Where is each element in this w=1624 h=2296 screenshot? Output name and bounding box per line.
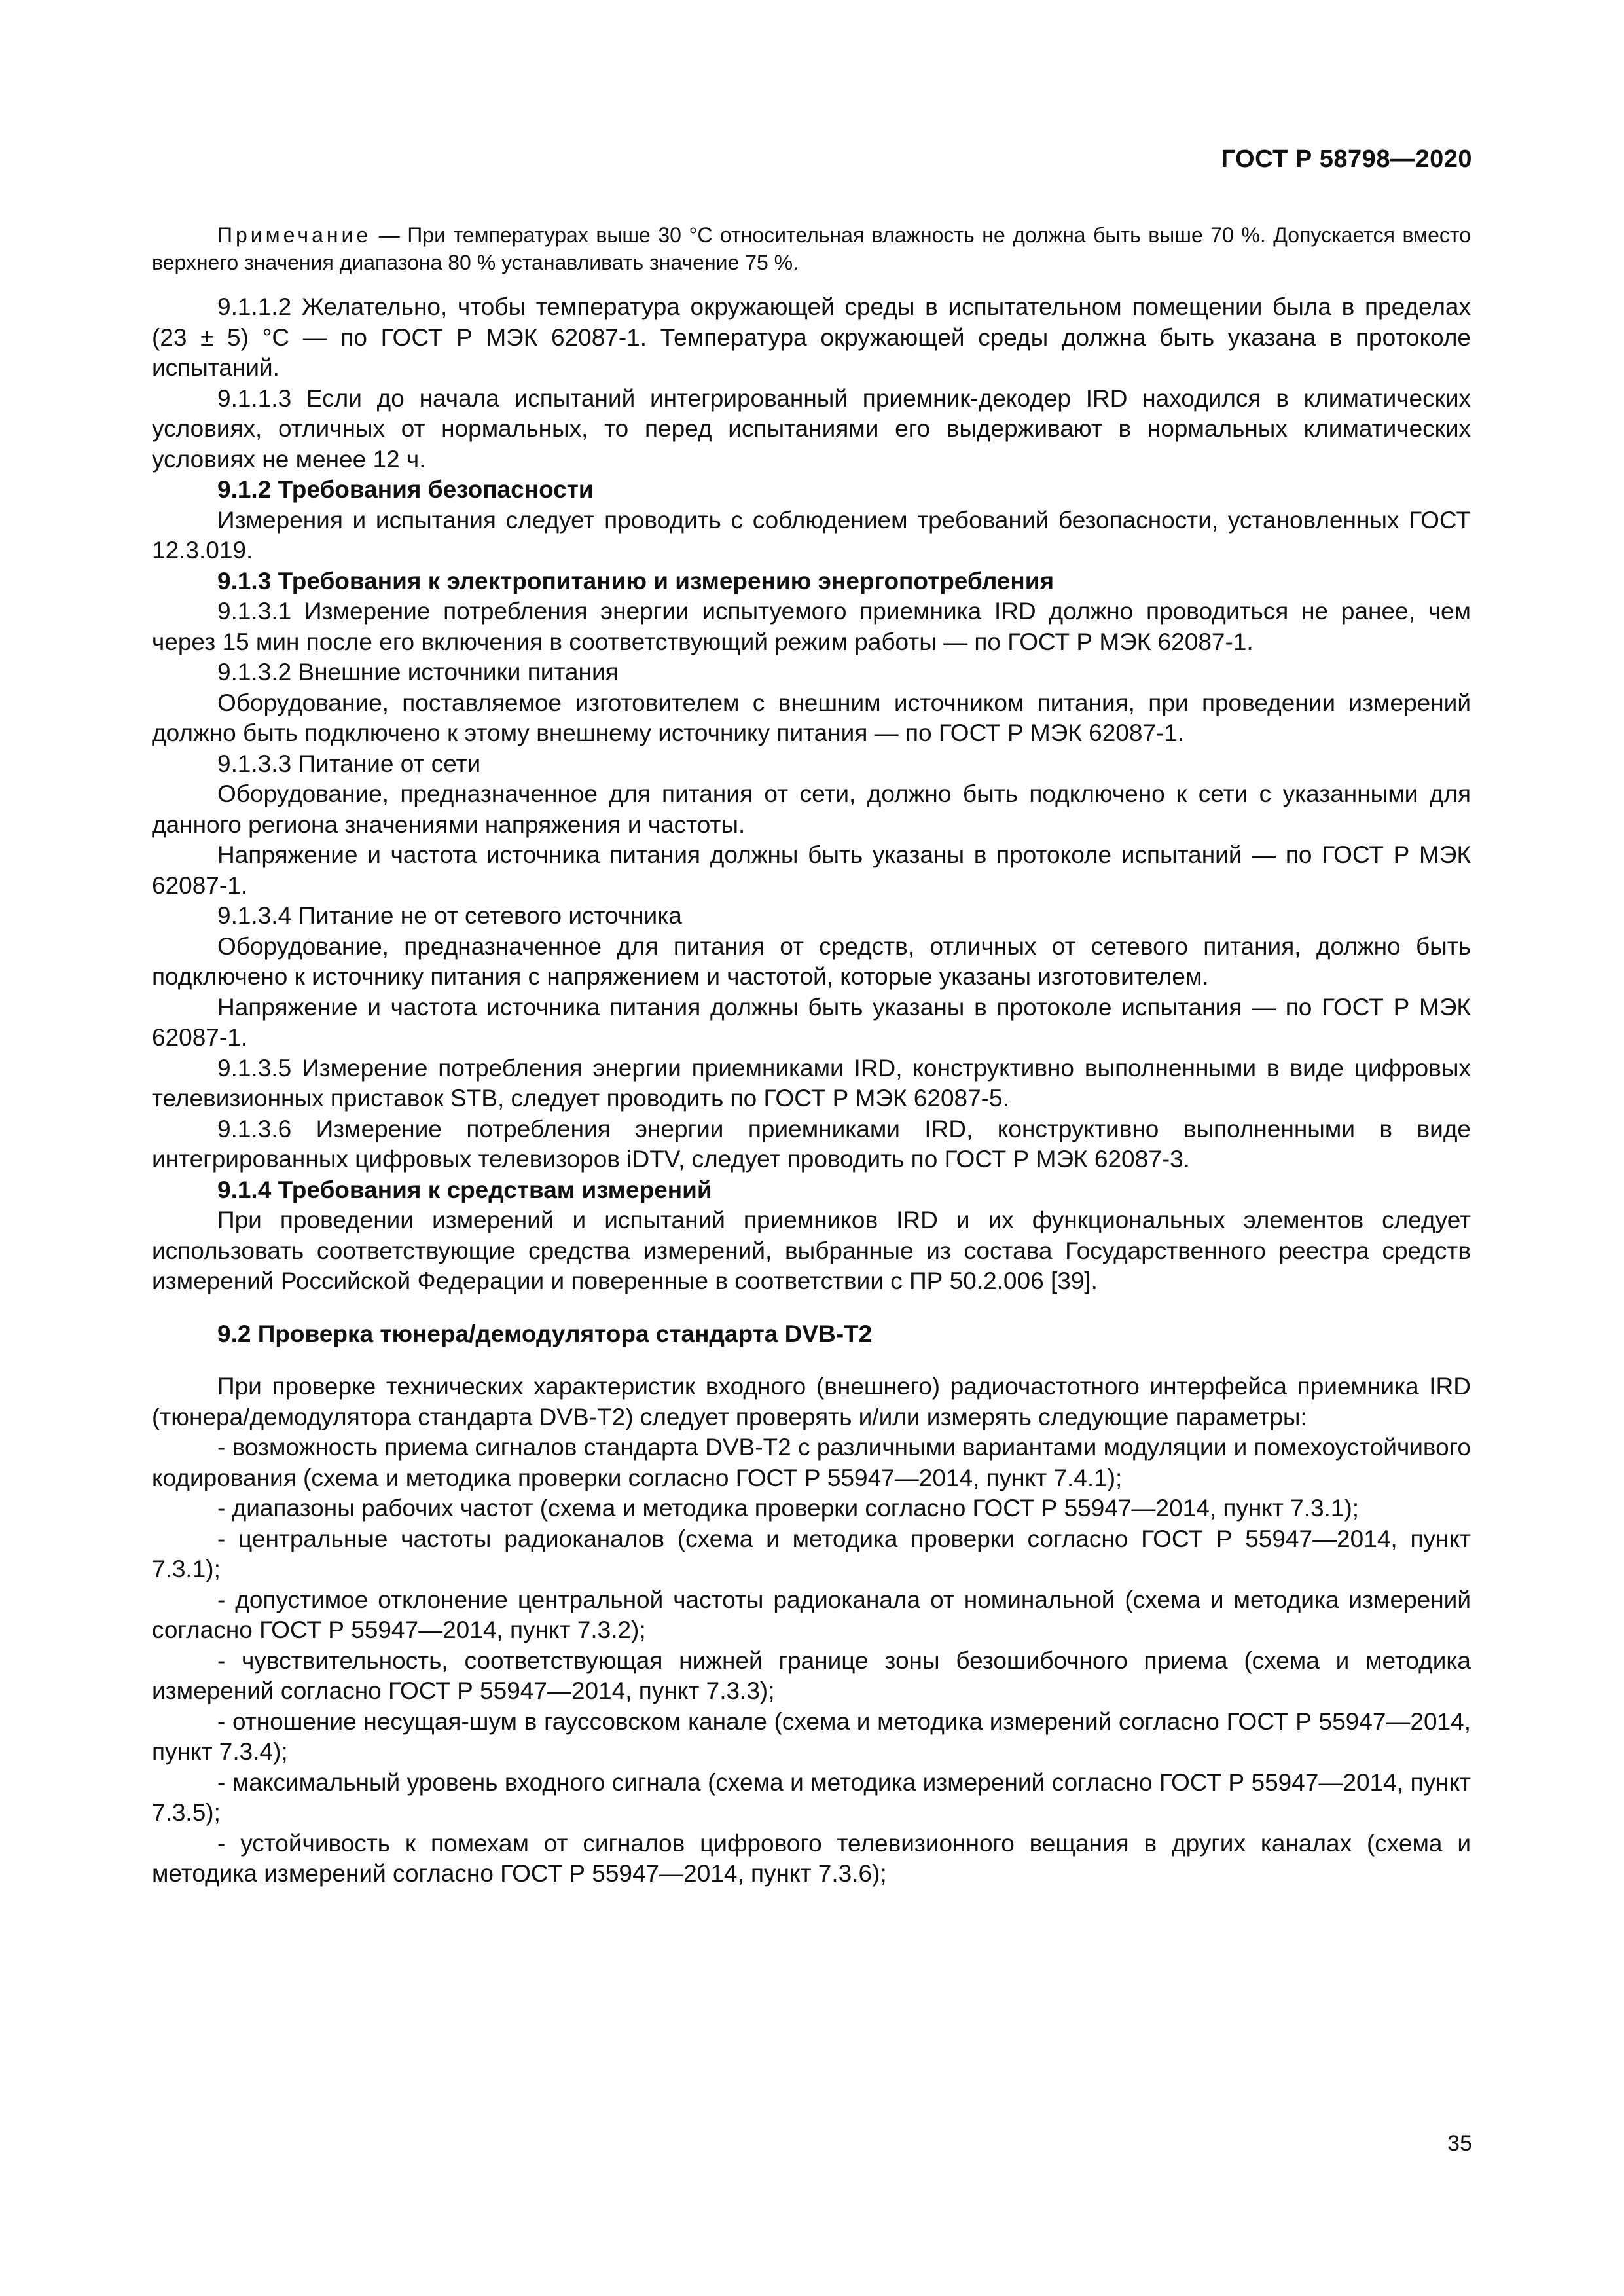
paragraph-9-1-4-text: При проведении измерений и испытаний приемников IRD и их функциональных элементов следует использовать соответствующие средства измерений, выбранные из состава Государственного реестра средств измерений Российской Федерации и поверенные в соответствии с ПР 50.2.006 [39]. xyxy=(152,1207,1471,1294)
paragraph-9-1-3-4-text2: Напряжение и частота источника питания должны быть указаны в протоколе испытания — по ГОСТ Р МЭК 62087-1. xyxy=(152,993,1471,1051)
paragraph-9-1-1-3: 9.1.1.3 Если до начала испытаний интегрированный приемник-декодер IRD находился в климатических условиях, отличных от нормальных, то перед испытаниями его выдерживают в нормальных климатических условиях не менее 12 ч. xyxy=(152,384,1471,473)
list-item: - центральные частоты радиоканалов (схема и методика проверки согласно ГОСТ Р 55947—2014, пункт 7.3.1); xyxy=(152,1525,1471,1582)
list-item: - чувствительность, соответствующая нижней границе зоны безошибочного приема (схема и методика измерений согласно ГОСТ Р 55947—2014, пункт 7.3.3); xyxy=(152,1647,1471,1704)
paragraph-9-1-3-1: 9.1.3.1 Измерение потребления энергии испытуемого приемника IRD должно проводиться не ранее, чем через 15 мин после его включения в соответствующий режим работы — по ГОСТ Р МЭК 62087-1. xyxy=(152,598,1471,655)
note-text: — При температурах выше 30 °С относительная влажность не должна быть выше 70 %. Допускается вместо верхнего значения диапазона 80 % устанавливать значение 75 %. xyxy=(152,223,1471,274)
document-code-header: ГОСТ Р 58798—2020 xyxy=(1221,145,1472,173)
paragraph-9-1-3-3-text1: Оборудование, предназначенное для питания от сети, должно быть подключено к сети с указанными для данного региона значениями напряжения и частоты. xyxy=(152,780,1471,838)
heading-9-2: 9.2 Проверка тюнера/демодулятора стандарта DVB-T2 xyxy=(217,1320,873,1347)
paragraph-9-1-2-text: Измерения и испытания следует проводить с соблюдением требований безопасности, установленных ГОСТ 12.3.019. xyxy=(152,506,1471,564)
paragraph-9-1-3-4-text1: Оборудование, предназначенное для питания от средств, отличных от сетевого питания, должно быть подключено к источнику питания с напряжением и частотой, которые указаны изготовителем. xyxy=(152,932,1471,990)
paragraph-9-1-3-5: 9.1.3.5 Измерение потребления энергии приемниками IRD, конструктивно выполненными в виде цифровых телевизионных приставок STB, следует проводить по ГОСТ Р МЭК 62087-5. xyxy=(152,1054,1471,1112)
paragraph-9-1-3-6: 9.1.3.6 Измерение потребления энергии приемниками IRD, конструктивно выполненными в виде интегрированных цифровых телевизоров iDTV, следует проводить по ГОСТ Р МЭК 62087-3. xyxy=(152,1115,1471,1173)
list-item: - возможность приема сигналов стандарта DVB-T2 с различными вариантами модуляции и помехоустойчивого кодирования (схема и методика проверки согласно ГОСТ Р 55947—2014, пункт 7.4.1); xyxy=(152,1434,1471,1491)
paragraph-9-1-3-2-text: Оборудование, поставляемое изготовителем с внешним источником питания, при проведении измерений должно быть подключено к этому внешнему источнику питания — по ГОСТ Р МЭК 62087-1. xyxy=(152,689,1471,746)
note-paragraph xyxy=(152,221,1471,276)
heading-9-1-4: 9.1.4 Требования к средствам измерений xyxy=(217,1176,712,1203)
paragraph-9-1-3-3: 9.1.3.3 Питание от сети xyxy=(217,750,481,777)
list-item: - устойчивость к помехам от сигналов цифрового телевизионного вещания в других каналах (схема и методика измерений согласно ГОСТ Р 55947—2014, пункт 7.3.6); xyxy=(152,1829,1471,1887)
paragraph-9-1-3-3-text2: Напряжение и частота источника питания должны быть указаны в протоколе испытаний — по ГОСТ Р МЭК 62087-1. xyxy=(152,841,1471,899)
paragraph-9-2-intro: При проверке технических характеристик входного (внешнего) радиочастотного интерфейса приемника IRD (тюнера/демодулятора стандарта DVB-T2) следует проверять и/или измерять следующие параметры: xyxy=(152,1373,1471,1430)
note-label: Примечание xyxy=(217,223,372,247)
list-item: - диапазоны рабочих частот (схема и методика проверки согласно ГОСТ Р 55947—2014, пункт 7.3.1); xyxy=(217,1495,1360,1522)
page-number: 35 xyxy=(1447,2131,1472,2156)
paragraph-9-1-1-2: 9.1.1.2 Желательно, чтобы температура окружающей среды в испытательном помещении была в пределах (23 ± 5) °С — по ГОСТ Р МЭК 62087-1. Температура окружающей среды должна быть указана в протоколе испытаний. xyxy=(152,293,1471,381)
document-body xyxy=(152,221,1471,1889)
list-item: - максимальный уровень входного сигнала (схема и методика измерений согласно ГОСТ Р 55947—2014, пункт 7.3.5); xyxy=(152,1768,1471,1826)
paragraph-9-1-3-4: 9.1.3.4 Питание не от сетевого источника xyxy=(217,902,682,929)
paragraph-9-1-3-2: 9.1.3.2 Внешние источники питания xyxy=(217,659,619,685)
heading-9-1-2: 9.1.2 Требования безопасности xyxy=(217,476,594,503)
list-item: - отношение несущая-шум в гауссовском канале (схема и методика измерений согласно ГОСТ Р 55947—2014, пункт 7.3.4); xyxy=(152,1707,1471,1765)
list-item: - допустимое отклонение центральной частоты радиоканала от номинальной (схема и методика измерений согласно ГОСТ Р 55947—2014, пункт 7.3.2); xyxy=(152,1586,1471,1643)
heading-9-1-3: 9.1.3 Требования к электропитанию и измерению энергопотребления xyxy=(217,567,1055,594)
